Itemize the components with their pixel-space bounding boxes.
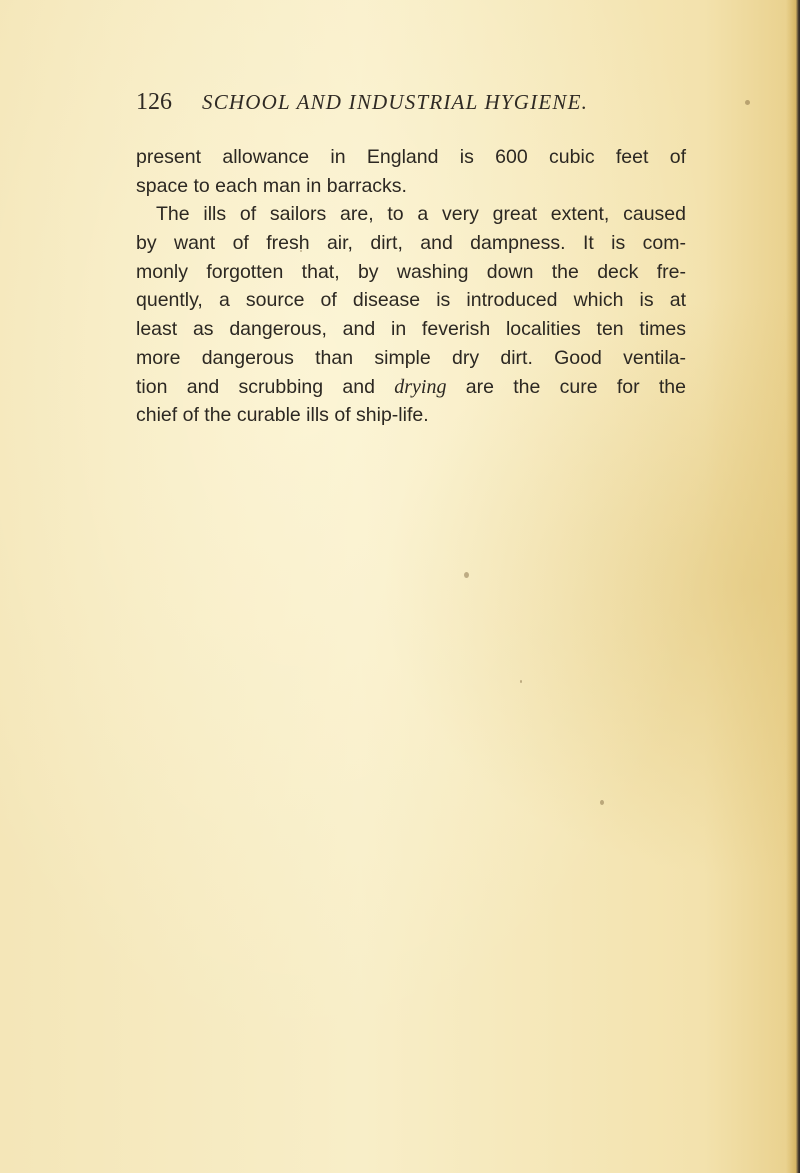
emphasized-word: drying [394,375,447,398]
text-line: space to each man in barracks. [136,174,407,197]
paper-speck [745,100,750,105]
paper-speck [520,680,522,683]
text-fragment: are the cure for the [446,375,686,398]
text-fragment: tion and scrubbing and [136,375,395,398]
text-line: The ills of sailors are, to a very great extent, caused [156,203,686,226]
page-edge [786,0,800,1173]
text-line: more dangerous than simple dry dirt. Good ventila- [136,346,686,369]
paper-speck [600,800,604,805]
paper-speck [300,250,302,252]
running-head: SCHOOL AND INDUSTRIAL HYGIENE. [202,90,589,114]
page-header [136,86,696,118]
text-line: quently, a source of disease is introduced which is at [136,289,686,312]
text-line-emphasis [136,373,686,402]
text-line: chief of the curable ills of ship-life. [136,404,429,427]
text-line: least as dangerous, and in feverish localities ten times [136,318,686,341]
text-line: present allowance in England is 600 cubic feet of [136,146,686,168]
paper-speck [464,572,469,578]
text-line: by want of fresh air, dirt, and dampness. It is com- [136,232,686,255]
body-text [136,143,686,430]
text-line: monly forgotten that, by washing down the deck fre- [136,260,686,283]
page-number: 126 [136,89,172,115]
